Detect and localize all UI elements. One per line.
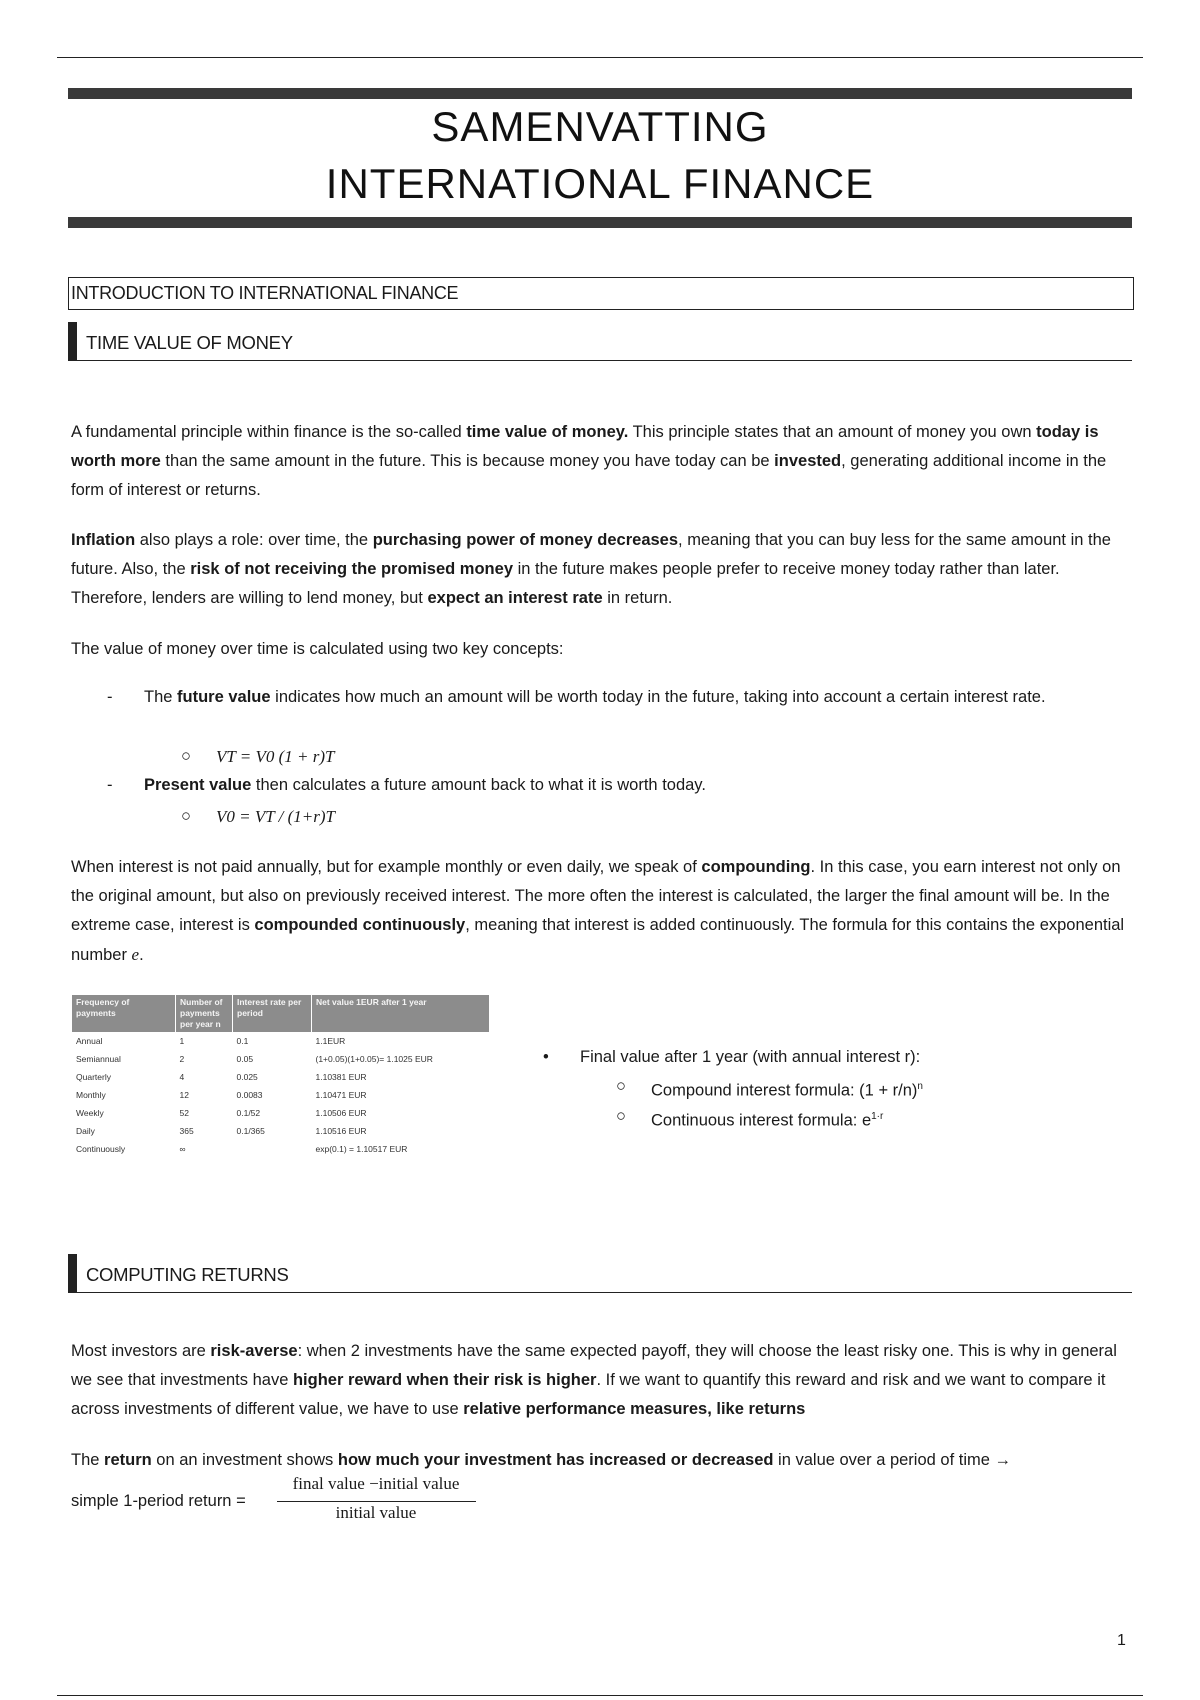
- paragraph-risk-averse: Most investors are risk-averse: when 2 investments have the same expected payoff, they will choose the least risky one. This is why in general we see that investments have higher reward when their risk is higher. If we want to quantify this reward and risk and we want to compare it across investments of different value, we have to use relative performance measures, like returns: [71, 1342, 1117, 1418]
- circle-bullet: ○: [181, 807, 191, 825]
- table-row: Quarterly 4 0.025 1.10381 EUR: [76, 1072, 367, 1082]
- fraction-bar: [277, 1501, 476, 1502]
- title-bottom-bar: [68, 217, 1132, 228]
- heading-marker: [68, 1254, 77, 1292]
- table-row: Semiannual 2 0.05 (1+0.05)(1+0.05)= 1.1025 EUR: [76, 1054, 433, 1064]
- paragraph-key-concepts: The value of money over time is calculated using two key concepts:: [71, 640, 564, 658]
- bullet-future-value: The future value indicates how much an amount will be worth today in the future, taking into account a certain interest rate.: [144, 688, 1046, 706]
- compounding-table: [72, 995, 490, 1158]
- table-header: Net value 1EUR after 1 year: [312, 995, 490, 1032]
- table-header-row: [72, 995, 490, 1032]
- section-heading: INTRODUCTION TO INTERNATIONAL FINANCE: [68, 277, 1134, 310]
- table-row: Monthly 12 0.0083 1.10471 EUR: [76, 1090, 367, 1100]
- table-row: Continuously ∞ exp(0.1) = 1.10517 EUR: [76, 1144, 408, 1154]
- bottom-rule: [57, 1695, 1143, 1696]
- circle-bullet: ○: [181, 747, 191, 765]
- title-line-1: SAMENVATTING: [431, 103, 769, 150]
- future-value-formula: VT = V0 (1 + r)T: [216, 747, 335, 766]
- simple-return-label: simple 1-period return =: [71, 1492, 246, 1510]
- final-value-text: Final value after 1 year (with annual interest r):: [580, 1048, 921, 1066]
- heading-marker: [68, 322, 77, 360]
- table-row: Annual 1 0.1 1.1EUR: [76, 1036, 346, 1046]
- top-rule: [57, 57, 1143, 58]
- paragraph-return: The return on an investment shows how much your investment has increased or decreased in value over a period of time →: [71, 1451, 1012, 1469]
- subsection-title: TIME VALUE OF MONEY: [86, 332, 293, 353]
- table-header: Frequency of payments: [72, 995, 176, 1032]
- table-header: Number of payments per year n: [176, 995, 233, 1032]
- circle-bullet: ○: [616, 1077, 626, 1095]
- title-top-bar: [68, 88, 1132, 99]
- compound-formula: Compound interest formula: $(1 + r/n)^n$: [651, 1081, 923, 1100]
- circle-bullet: ○: [616, 1107, 626, 1125]
- dash-bullet: -: [107, 776, 113, 794]
- present-value-formula: V0 = VT / (1+r)T: [216, 807, 335, 826]
- table-row: Daily 365 0.1/365 1.10516 EUR: [76, 1126, 367, 1136]
- paragraph-time-value: A fundamental principle within finance is the so-called time value of money. This principle states that an amount of money you own today is worth more than the same amount in the future. This is because money you have today can be invested, generating additional income in the form of interest or returns.: [71, 423, 1107, 499]
- table-header: Interest rate per period: [233, 995, 312, 1032]
- paragraph-compounding: When interest is not paid annually, but for example monthly or even daily, we speak of compounding. In this case, you earn interest not only on the original amount, but also on previously received interest. The more often the interest is calculated, the larger the final amount will be. In the extreme case, interest is compounded continuously, meaning that interest is added continuously. The formula for this contains the exponential number e.: [71, 858, 1125, 964]
- subsection-heading-tvm: [68, 322, 1132, 361]
- page-number: 1: [1117, 1632, 1126, 1649]
- return-numerator: final value −initial value: [292, 1474, 460, 1493]
- continuous-formula: Continuous interest formula: $e^{1\cdot r}$: [651, 1111, 884, 1130]
- dash-bullet: -: [107, 688, 113, 706]
- bullet-present-value: Present value then calculates a future amount back to what it is worth today.: [144, 776, 706, 794]
- title-line-2: INTERNATIONAL FINANCE: [325, 160, 875, 207]
- paragraph-inflation: Inflation also plays a role: over time, the purchasing power of money decreases, meaning that you can buy less for the same amount in the future. Also, the risk of not receiving the promised money in the future makes people prefer to receive money today rather than later. Therefore, lenders are willing to lend money, but expect an interest rate in return.: [71, 531, 1111, 607]
- subsection-title: COMPUTING RETURNS: [86, 1264, 289, 1285]
- return-denominator: initial value: [335, 1503, 417, 1522]
- table-row: Weekly 52 0.1/52 1.10506 EUR: [76, 1108, 367, 1118]
- subsection-heading-returns: [68, 1254, 1132, 1293]
- dot-bullet: •: [543, 1048, 549, 1066]
